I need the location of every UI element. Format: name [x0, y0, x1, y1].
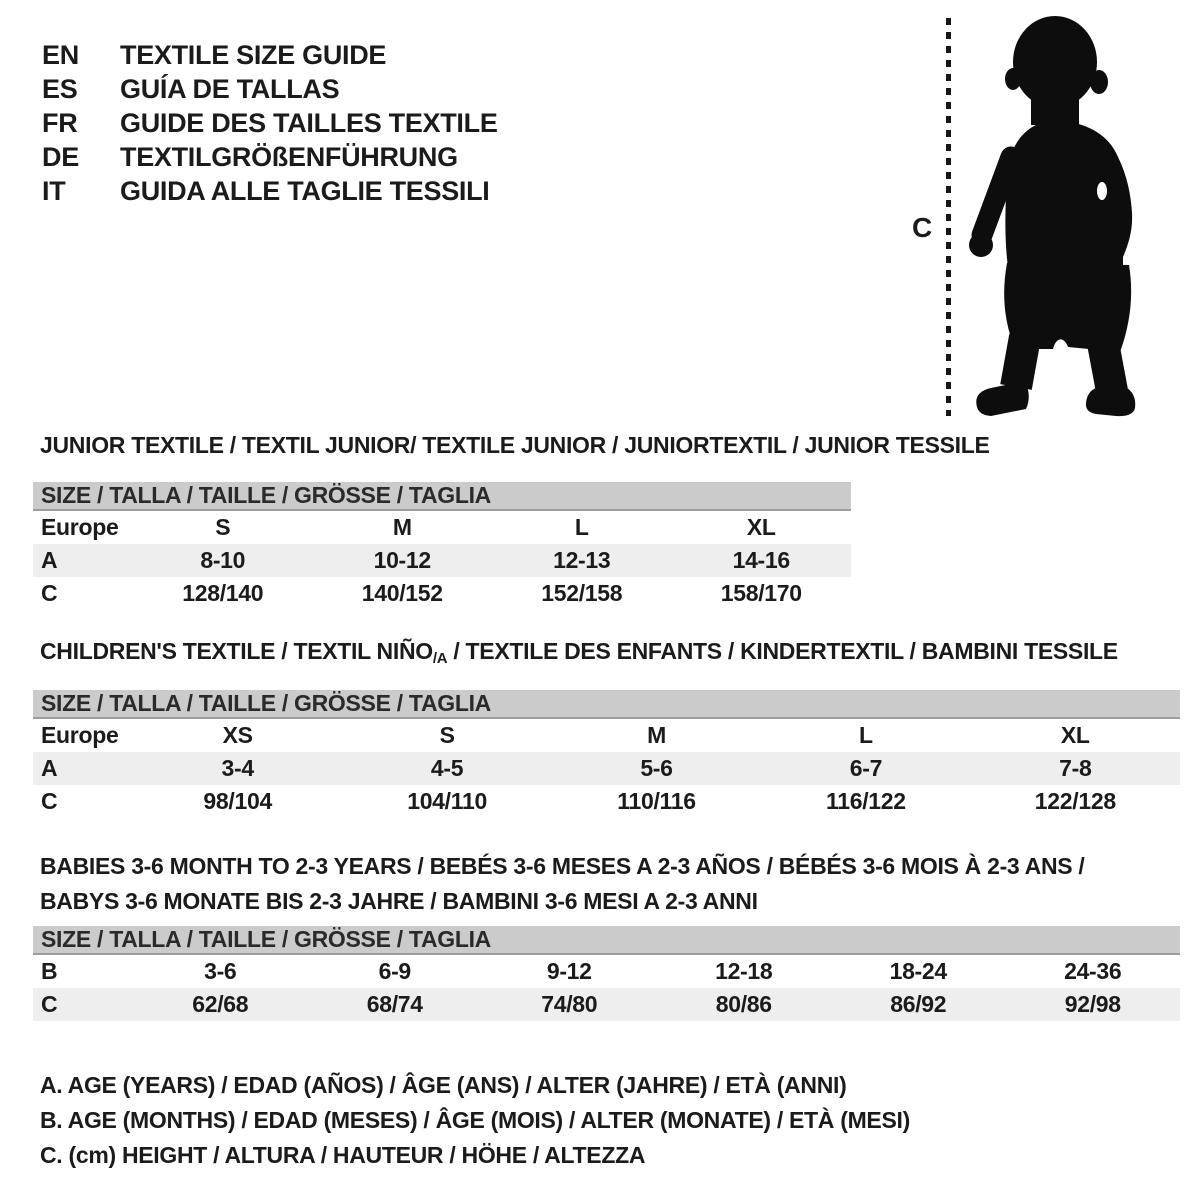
language-title: TEXTILGRÖßENFÜHRUNG	[120, 141, 458, 172]
babies-section-title-line2: BABYS 3-6 MONATE BIS 2-3 JAHRE / BAMBINI 3-6 MESI A 2-3 ANNI	[40, 888, 758, 914]
height-value: 128/140	[182, 580, 264, 606]
language-row-fr	[42, 106, 498, 140]
months-value: 18-24	[889, 958, 947, 984]
months-value: 6-9	[378, 958, 411, 984]
junior-size-header: SIZE / TALLA / TAILLE / GRÖSSE / TAGLIA	[33, 482, 851, 511]
legend-line-a: A. AGE (YEARS) / EDAD (AÑOS) / ÂGE (ANS) / ALTER (JAHRE) / ETÀ (ANNI)	[40, 1072, 847, 1098]
toddler-silhouette-icon	[965, 15, 1140, 420]
row-label: B	[41, 958, 58, 984]
language-title: GUIDA ALLE TAGLIE TESSILI	[120, 175, 490, 206]
language-row-de	[42, 140, 498, 174]
table-row-europe	[33, 511, 851, 544]
months-value: 12-18	[715, 958, 773, 984]
months-value: 9-12	[546, 958, 592, 984]
height-value: 80/86	[715, 991, 772, 1017]
legend-line-b: B. AGE (MONTHS) / EDAD (MESES) / ÂGE (MOIS) / ALTER (MONATE) / ETÀ (MESI)	[40, 1107, 910, 1133]
size-value: M	[647, 722, 666, 748]
children-size-table	[33, 690, 1180, 818]
table-row-height	[33, 577, 851, 610]
age-value: 3-4	[221, 755, 254, 781]
row-label: Europe	[41, 514, 119, 540]
height-value: 62/68	[192, 991, 249, 1017]
height-value: 86/92	[890, 991, 947, 1017]
language-row-it	[42, 174, 498, 208]
months-value: 3-6	[204, 958, 237, 984]
language-code: DE	[42, 141, 79, 172]
height-value: 122/128	[1034, 788, 1116, 814]
language-title: GUIDE DES TAILLES TEXTILE	[120, 107, 498, 138]
children-title-rest: / TEXTILE DES ENFANTS / KINDERTEXTIL / BAMBINI TESSILE	[447, 638, 1118, 664]
age-value: 8-10	[200, 547, 246, 573]
age-value: 12-13	[553, 547, 611, 573]
height-measure-dashed-line	[946, 18, 951, 416]
table-row-age	[33, 752, 1180, 785]
size-value: S	[439, 722, 455, 748]
height-value: 104/110	[407, 788, 487, 814]
junior-section-title: JUNIOR TEXTILE / TEXTIL JUNIOR/ TEXTILE JUNIOR / JUNIORTEXTIL / JUNIOR TESSILE	[40, 432, 990, 458]
babies-section-title-line1: BABIES 3-6 MONTH TO 2-3 YEARS / BEBÉS 3-6 MESES A 2-3 AÑOS / BÉBÉS 3-6 MOIS À 2-3 ANS /	[40, 853, 1085, 879]
size-value: XL	[1060, 722, 1090, 748]
table-row-months	[33, 955, 1180, 988]
row-label: A	[41, 547, 58, 573]
age-value: 10-12	[373, 547, 431, 573]
age-value: 7-8	[1059, 755, 1092, 781]
table-row-height	[33, 988, 1180, 1021]
age-value: 4-5	[430, 755, 464, 781]
height-value: 116/122	[826, 788, 906, 814]
table-row-height	[33, 785, 1180, 818]
table-row-age	[33, 544, 851, 577]
size-value: L	[859, 722, 873, 748]
table-row-europe	[33, 719, 1180, 752]
babies-size-header: SIZE / TALLA / TAILLE / GRÖSSE / TAGLIA	[33, 926, 1180, 955]
children-section-title	[40, 638, 1118, 667]
language-row-en	[42, 38, 498, 72]
months-value: 24-36	[1064, 958, 1122, 984]
language-title: GUÍA DE TALLAS	[120, 73, 340, 104]
language-title: TEXTILE SIZE GUIDE	[120, 39, 387, 70]
row-label: C	[41, 580, 58, 606]
language-code: FR	[42, 107, 78, 138]
age-value: 14-16	[732, 547, 790, 573]
height-value: 110/116	[617, 788, 696, 814]
legend-line-c: C. (cm) HEIGHT / ALTURA / HAUTEUR / HÖHE / ALTEZZA	[40, 1142, 646, 1168]
language-row-es	[42, 72, 498, 106]
height-value: 152/158	[541, 580, 623, 606]
size-value: L	[574, 514, 589, 540]
children-size-header: SIZE / TALLA / TAILLE / GRÖSSE / TAGLIA	[33, 690, 1180, 719]
height-value: 92/98	[1064, 991, 1121, 1017]
legend	[40, 1068, 910, 1173]
size-value: S	[215, 514, 231, 540]
language-code: IT	[42, 175, 66, 206]
height-value: 68/74	[366, 991, 423, 1017]
children-title-sub: /A	[432, 650, 448, 667]
size-value: XS	[222, 722, 253, 748]
height-measure-label: C	[912, 212, 932, 243]
height-value: 158/170	[720, 580, 802, 606]
row-label: A	[41, 755, 58, 781]
row-label: C	[41, 788, 58, 814]
babies-size-table	[33, 926, 1180, 1021]
size-value: XL	[746, 514, 776, 540]
age-value: 6-7	[849, 755, 883, 781]
junior-size-table	[33, 482, 851, 610]
language-list	[42, 38, 498, 208]
height-value: 98/104	[203, 788, 272, 814]
height-value: 140/152	[361, 580, 443, 606]
age-value: 5-6	[640, 755, 673, 781]
row-label: C	[41, 991, 58, 1017]
children-title-main: CHILDREN'S TEXTILE / TEXTIL NIÑO	[40, 638, 433, 664]
row-label: Europe	[41, 722, 119, 748]
language-code: EN	[42, 39, 79, 70]
language-code: ES	[42, 73, 78, 104]
height-value: 74/80	[541, 991, 598, 1017]
size-value: M	[392, 514, 412, 540]
